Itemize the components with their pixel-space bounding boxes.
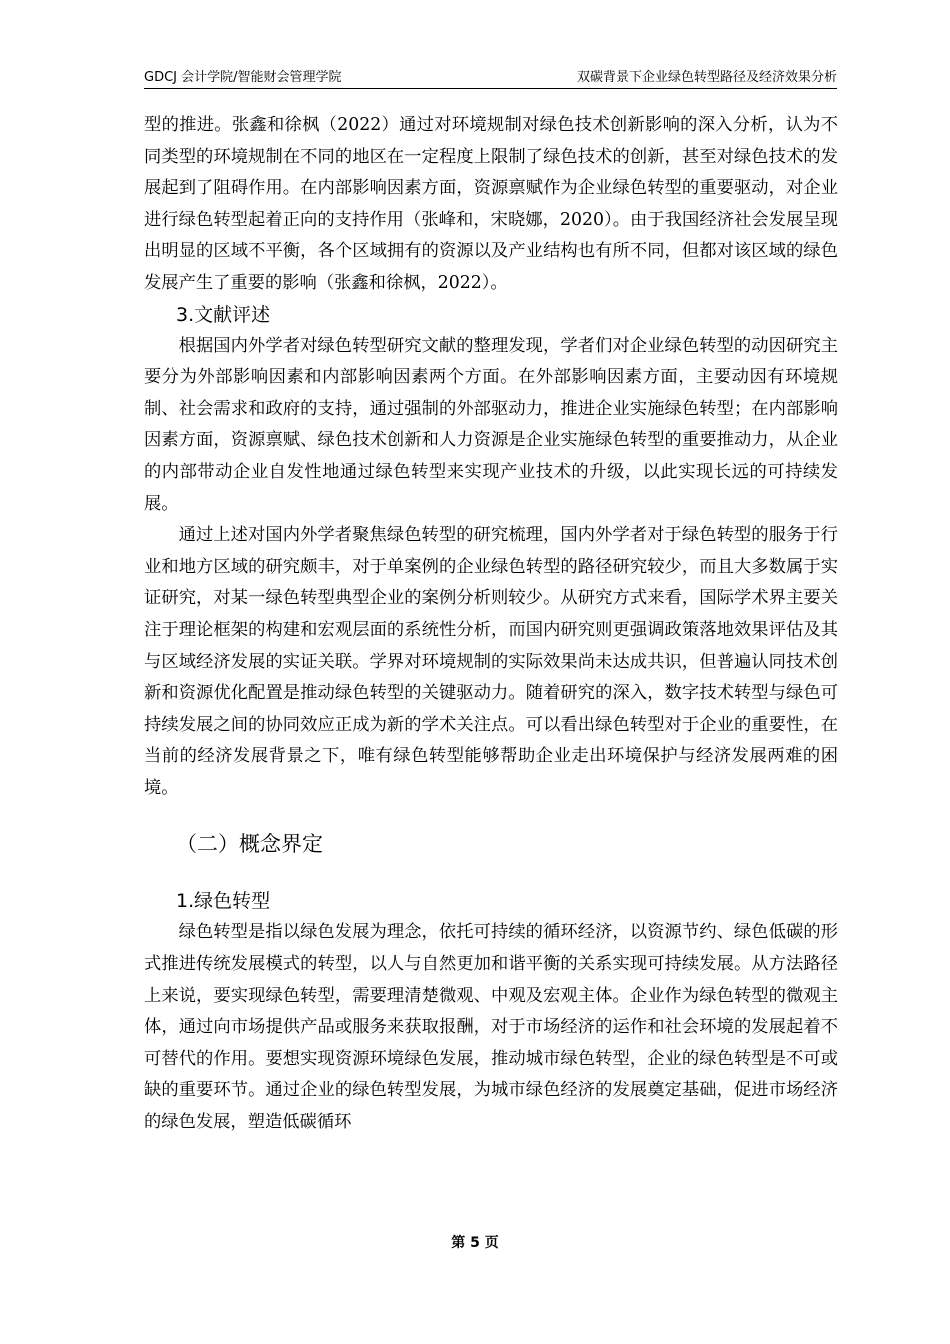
heading-literature-review: 3.文献评述 [176, 303, 271, 326]
heading-concept-definition: （二）概念界定 [176, 832, 323, 857]
page-body [144, 110, 838, 1139]
paragraph-green-transformation: 绿色转型是指以绿色发展为理念，依托可持续的循环经济，以资源节约、绿色低碳的形式推进传统发展模式的转型，以人与自然更加和谐平衡的关系实现可持续发展。从方法路径上来说，要实现绿色转型，需要理清楚微观、中观及宏观主体。企业作为绿色转型的微观主体，通过向市场提供产品或服务来获取报酬，对于市场经济的运作和社会环境的发展起着不可替代的作用。要想实现资源环境绿色发展，推动城市绿色转型，企业的绿色转型是不可或缺的重要环节。通过企业的绿色转型发展，为城市绿色经济的发展奠定基础，促进市场经济的绿色发展，塑造低碳循环 [144, 922, 838, 1133]
paragraph-review-comment: 通过上述对国内外学者聚焦绿色转型的研究梳理，国内外学者对于绿色转型的服务于行业和地方区域的研究颇丰，对于单案例的企业绿色转型的路径研究较少，而且大多数属于实证研究，对某一绿色转型典型企业的案例分析则较少。从研究方式来看，国际学术界主要关注于理论框架的构建和宏观层面的系统性分析，而国内研究则更强调政策落地效果评估及其与区域经济发展的实证关联。学界对环境规制的实际效果尚未达成共识，但普遍认同技术创新和资源优化配置是推动绿色转型的关键驱动力。随着研究的深入，数字技术转型与绿色可持续发展之间的协同效应正成为新的学术关注点。可以看出绿色转型对于企业的重要性，在当前的经济发展背景之下，唯有绿色转型能够帮助企业走出环境保护与经济发展两难的困境。 [144, 525, 838, 798]
page-number: 第 5 页 [451, 1235, 499, 1251]
heading-green-transformation: 1.绿色转型 [176, 890, 271, 913]
header-institution: GDCJ 会计学院/智能财会管理学院 [144, 70, 342, 85]
header-paper-title: 双碳背景下企业绿色转型路径及经济效果分析 [576, 70, 837, 85]
paragraph-influence-factors: 型的推进。张鑫和徐枫（2022）通过对环境规制对绿色技术创新影响的深入分析，认为不同类型的环境规制在不同的地区在一定程度上限制了绿色技术的创新，甚至对绿色技术的发展起到了阻碍作用。在内部影响因素方面，资源禀赋作为企业绿色转型的重要驱动，对企业进行绿色转型起着正向的支持作用（张峰和，宋晓娜，2020）。由于我国经济社会发展呈现出明显的区域不平衡，各个区域拥有的资源以及产业结构也有所不同，但都对该区域的绿色发展产生了重要的影响（张鑫和徐枫，2022）。 [144, 115, 838, 293]
page-header [144, 62, 837, 89]
paragraph-review-summary: 根据国内外学者对绿色转型研究文献的整理发现，学者们对企业绿色转型的动因研究主要分为外部影响因素和内部影响因素两个方面。在外部影响因素方面，主要动因有环境规制、社会需求和政府的支持，通过强制的外部驱动力，推进企业实施绿色转型；在内部影响因素方面，资源禀赋、绿色技术创新和人力资源是企业实施绿色转型的重要推动力，从企业的内部带动企业自发性地通过绿色转型来实现产业技术的升级，以此实现长远的可持续发展。 [144, 335, 838, 514]
